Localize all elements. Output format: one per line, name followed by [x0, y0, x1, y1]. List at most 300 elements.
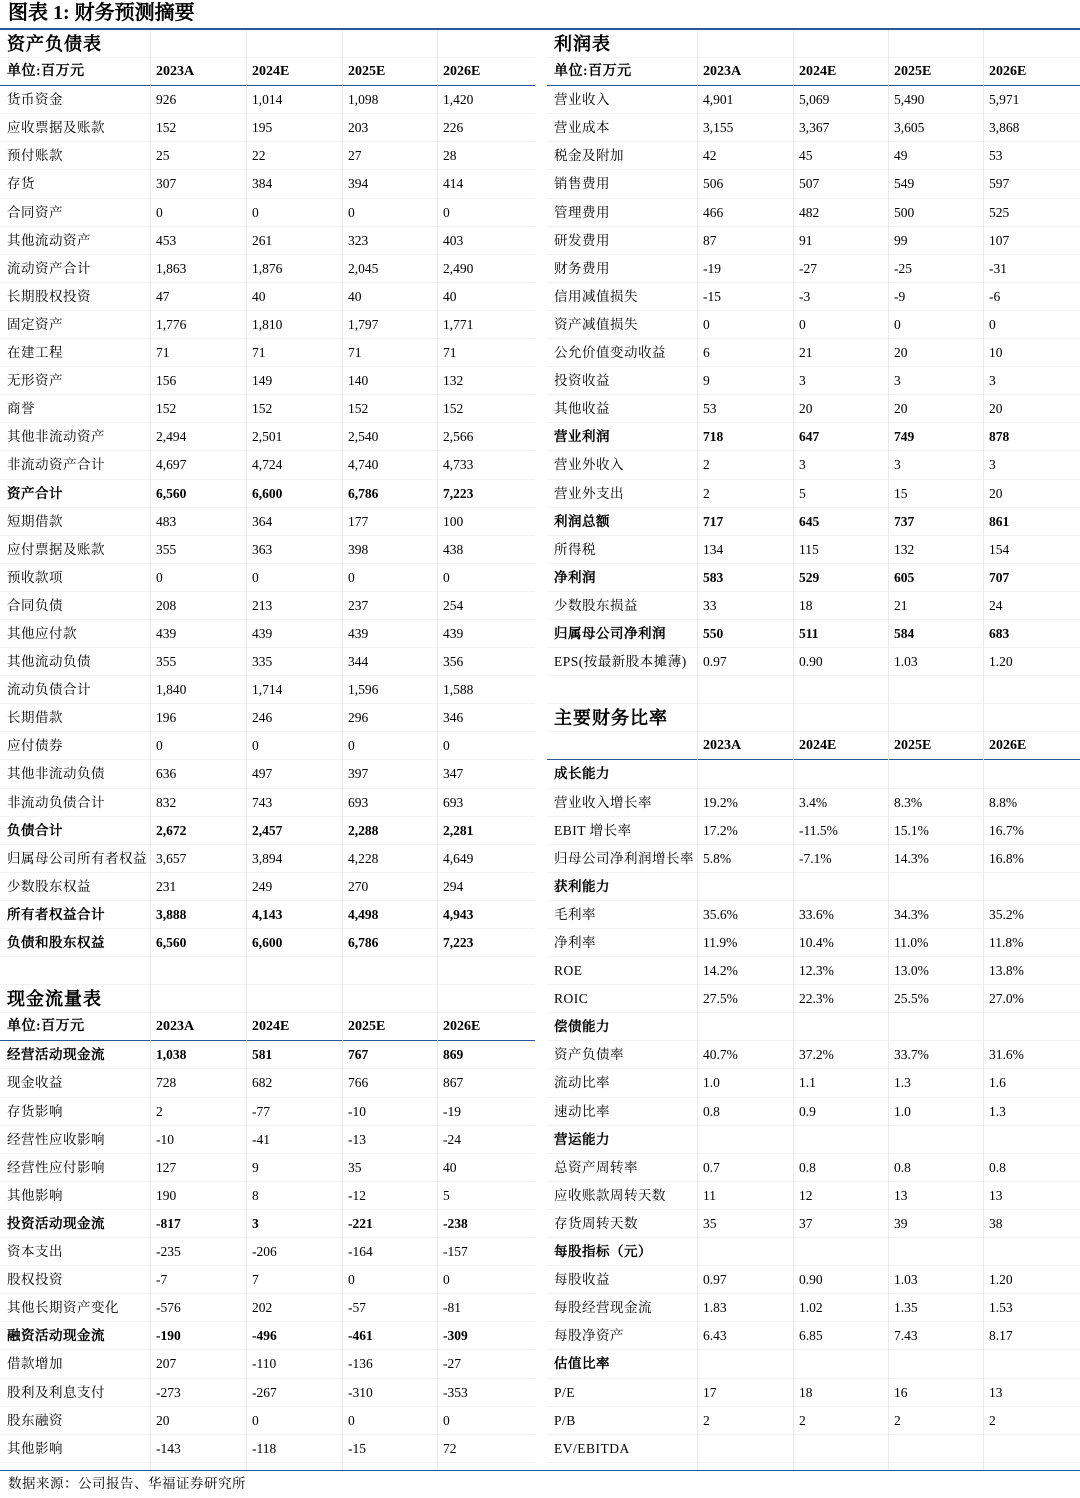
- table-row: [0, 873, 535, 901]
- value-cell: 766: [348, 1075, 369, 1091]
- value-cell: 2025E: [348, 1019, 386, 1035]
- value-cell: 707: [989, 569, 1010, 585]
- table-row: [547, 1322, 1080, 1350]
- right-panel: [547, 30, 1080, 1463]
- value-cell: 213: [252, 597, 273, 613]
- value-cell: 87: [703, 232, 717, 248]
- value-cell: 693: [443, 794, 464, 810]
- value-cell: -31: [989, 260, 1007, 276]
- value-cell: 231: [156, 878, 177, 894]
- row-label: 短期借款: [7, 513, 63, 529]
- source-note: 数据来源：公司报告、华福证券研究所: [8, 1476, 246, 1491]
- value-cell: 645: [799, 513, 820, 529]
- value-cell: 878: [989, 429, 1010, 445]
- value-cell: 246: [252, 710, 273, 726]
- table-row: [0, 283, 535, 311]
- row-label: 应收账款周转天数: [554, 1187, 666, 1203]
- value-cell: [697, 1435, 799, 1462]
- value-cell: 18: [799, 597, 813, 613]
- value-cell: 7.43: [894, 1328, 918, 1344]
- value-cell: 71: [156, 345, 170, 361]
- value-cell: 926: [156, 92, 177, 108]
- row-label: 资产减值损失: [554, 316, 638, 332]
- value-cell: -164: [348, 1244, 373, 1260]
- value-cell: 40: [252, 288, 266, 304]
- value-cell: 3,155: [703, 120, 734, 136]
- row-label: 所有者权益合计: [7, 906, 105, 922]
- value-cell: 202: [252, 1300, 273, 1316]
- row-label: 长期股权投资: [7, 288, 91, 304]
- value-cell: 1,098: [348, 92, 379, 108]
- table-row: [0, 1322, 535, 1350]
- value-cell: 270: [348, 878, 369, 894]
- value-cell: 7,223: [443, 935, 474, 950]
- table-row: [0, 255, 535, 283]
- row-label: 现金收益: [7, 1075, 63, 1091]
- value-cell: 13: [894, 1187, 908, 1203]
- value-cell: [888, 1435, 989, 1462]
- value-cell: 636: [156, 766, 177, 782]
- row-label: 少数股东权益: [7, 878, 91, 894]
- value-cell: 1.20: [989, 654, 1013, 670]
- value-cell: -190: [156, 1328, 181, 1344]
- value-cell: 208: [156, 597, 177, 613]
- value-cell: 2023A: [703, 64, 742, 80]
- value-cell: -221: [348, 1215, 373, 1231]
- table-row: [547, 508, 1080, 536]
- section-title: 资产负债表: [7, 34, 102, 54]
- left-panel: [0, 30, 535, 1463]
- table-row: [547, 929, 1080, 957]
- value-cell: 47: [156, 288, 170, 304]
- table-row: [0, 170, 535, 198]
- table-row: [0, 1069, 535, 1097]
- value-cell: -496: [252, 1328, 277, 1344]
- value-cell: 1.03: [894, 1272, 918, 1288]
- value-cell: 1.02: [799, 1300, 823, 1316]
- value-cell: 737: [894, 513, 915, 529]
- row-label: EBIT 增长率: [554, 822, 632, 838]
- value-cell: 6: [703, 345, 710, 361]
- value-cell: 5: [443, 1187, 450, 1203]
- value-cell: -817: [156, 1215, 181, 1231]
- row-label: P/E: [554, 1384, 576, 1400]
- value-cell: 140: [348, 373, 369, 389]
- table-row: [547, 114, 1080, 142]
- table-row: [0, 1182, 535, 1210]
- value-cell: 190: [156, 1187, 177, 1203]
- value-cell: 2,490: [443, 260, 474, 276]
- value-cell: 25.5%: [894, 991, 929, 1007]
- value-cell: 12: [799, 1187, 813, 1203]
- row-label: 股利及利息支付: [7, 1384, 105, 1400]
- value-cell: 0: [443, 1272, 450, 1288]
- row-label: 归属母公司净利润: [554, 625, 666, 641]
- row-label: ROIC: [554, 991, 589, 1007]
- table-row: [0, 901, 535, 929]
- table-row: [0, 1238, 535, 1266]
- row-label: 每股净资产: [554, 1328, 624, 1344]
- value-cell: 35: [703, 1215, 717, 1231]
- table-row: [547, 255, 1080, 283]
- value-cell: 2: [703, 485, 710, 501]
- value-cell: 3: [799, 373, 806, 389]
- value-cell: 33: [703, 597, 717, 613]
- value-cell: 1,038: [156, 1047, 187, 1063]
- value-cell: 39: [894, 1215, 908, 1231]
- table-row: [547, 1294, 1080, 1322]
- value-cell: -15: [703, 288, 721, 304]
- value-cell: 728: [156, 1075, 177, 1091]
- value-cell: 2024E: [799, 64, 837, 80]
- value-cell: 33.7%: [894, 1047, 929, 1063]
- row-label: 股权投资: [7, 1272, 63, 1288]
- value-cell: 3: [799, 457, 806, 473]
- section-title: 利润表: [554, 34, 611, 54]
- row-label: 少数股东损益: [554, 597, 638, 613]
- value-cell: 529: [799, 569, 820, 585]
- row-label: 营业利润: [554, 429, 610, 445]
- grid-line: [246, 30, 247, 1470]
- value-cell: 1.35: [894, 1300, 918, 1316]
- row-label: 长期借款: [7, 710, 63, 726]
- value-cell: 6,600: [252, 485, 283, 501]
- value-cell: 0: [156, 569, 163, 585]
- grid-line: [697, 30, 698, 1470]
- value-cell: 2: [894, 1412, 901, 1428]
- value-cell: -235: [156, 1244, 181, 1260]
- value-cell: 0.90: [799, 654, 823, 670]
- value-cell: 583: [703, 569, 724, 585]
- value-cell: 597: [989, 176, 1010, 192]
- value-cell: 0: [348, 204, 355, 220]
- value-cell: 3: [894, 373, 901, 389]
- row-label: 存货周转天数: [554, 1215, 638, 1231]
- bottom-rule: [0, 1470, 1080, 1471]
- table-row: [0, 451, 535, 479]
- value-cell: 355: [156, 541, 177, 557]
- row-label: P/B: [554, 1412, 576, 1428]
- value-cell: 203: [348, 120, 369, 136]
- value-cell: 8: [252, 1187, 259, 1203]
- value-cell: 2,501: [252, 429, 283, 445]
- column-header-row: [0, 58, 535, 86]
- value-cell: 0.8: [703, 1103, 720, 1119]
- table-row: [547, 985, 1080, 1013]
- value-cell: 581: [252, 1047, 273, 1063]
- row-label: 非流动负债合计: [7, 794, 105, 810]
- value-cell: 42: [703, 148, 717, 164]
- row-label: 单位:百万元: [7, 1019, 85, 1035]
- value-cell: 0: [703, 316, 710, 332]
- value-cell: -6: [989, 288, 1001, 304]
- value-cell: 1,810: [252, 316, 283, 332]
- value-cell: 2: [156, 1103, 163, 1119]
- value-cell: 6.85: [799, 1328, 823, 1344]
- value-cell: 237: [348, 597, 369, 613]
- value-cell: 3: [252, 1215, 259, 1231]
- row-label: 公允价值变动收益: [554, 345, 666, 361]
- row-label: 流动负债合计: [7, 682, 91, 698]
- value-cell: -10: [156, 1131, 174, 1147]
- table-row: [547, 648, 1080, 676]
- value-cell: 2: [989, 1412, 996, 1428]
- table-row: [0, 732, 535, 760]
- value-cell: 647: [799, 429, 820, 445]
- value-cell: 2: [703, 457, 710, 473]
- value-cell: 384: [252, 176, 273, 192]
- table-row: [0, 929, 535, 957]
- value-cell: 37.2%: [799, 1047, 834, 1063]
- value-cell: -273: [156, 1384, 181, 1400]
- row-label: 预收款项: [7, 569, 63, 585]
- row-label: EPS(按最新股本摊薄): [554, 654, 687, 670]
- value-cell: 6,560: [156, 935, 187, 950]
- value-cell: 3,868: [989, 120, 1020, 136]
- row-label: 应付票据及账款: [7, 541, 105, 557]
- row-label: 税金及附加: [554, 148, 624, 164]
- table-row: [0, 1407, 535, 1435]
- value-cell: 20: [894, 401, 908, 417]
- value-cell: 682: [252, 1075, 273, 1091]
- value-cell: 71: [348, 345, 362, 361]
- row-label: 合同资产: [7, 204, 63, 220]
- table-row: [0, 339, 535, 367]
- value-cell: -10: [348, 1103, 366, 1119]
- value-cell: -77: [252, 1103, 270, 1119]
- value-cell: 0.97: [703, 654, 727, 670]
- value-cell: 1,876: [252, 260, 283, 276]
- value-cell: 13.0%: [894, 963, 929, 979]
- table-row: [0, 760, 535, 788]
- row-label: 净利润: [554, 569, 596, 585]
- value-cell: 356: [443, 654, 464, 670]
- value-cell: -11.5%: [799, 822, 838, 838]
- value-cell: 2026E: [989, 738, 1027, 754]
- value-cell: 20: [989, 485, 1003, 501]
- value-cell: 0.8: [799, 1159, 816, 1175]
- table-row: [547, 451, 1080, 479]
- value-cell: -3: [799, 288, 811, 304]
- table-row: [0, 311, 535, 339]
- row-label: 其他影响: [7, 1187, 63, 1203]
- value-cell: -81: [443, 1300, 461, 1316]
- row-label: 财务费用: [554, 260, 610, 276]
- table-row: [0, 845, 535, 873]
- value-cell: 5,971: [989, 92, 1020, 108]
- value-cell: 1.0: [894, 1103, 911, 1119]
- value-cell: 1,840: [156, 682, 187, 698]
- table-row: [547, 957, 1080, 985]
- row-label: 营业收入增长率: [554, 794, 652, 810]
- value-cell: 28: [443, 148, 457, 164]
- row-label: 营业收入: [554, 92, 610, 108]
- value-cell: 14.2%: [703, 963, 738, 979]
- table-row: [547, 1379, 1080, 1407]
- value-cell: 1,771: [443, 316, 474, 332]
- row-label: 研发费用: [554, 232, 610, 248]
- value-cell: 549: [894, 176, 915, 192]
- row-label: 经营活动现金流: [7, 1047, 105, 1063]
- value-cell: 3,657: [156, 850, 187, 866]
- row-label: 所得税: [554, 541, 596, 557]
- value-cell: 149: [252, 373, 273, 389]
- value-cell: 0: [348, 569, 355, 585]
- spacer-row: [547, 676, 1080, 704]
- value-cell: 6,786: [348, 485, 379, 501]
- value-cell: 16.7%: [989, 822, 1024, 838]
- value-cell: 100: [443, 513, 464, 529]
- value-cell: 0: [252, 204, 259, 220]
- value-cell: 717: [703, 513, 724, 529]
- value-cell: 0.97: [703, 1272, 727, 1288]
- table-row: [547, 1210, 1080, 1238]
- value-cell: 397: [348, 766, 369, 782]
- row-label: 偿债能力: [554, 1019, 610, 1035]
- value-cell: 1,797: [348, 316, 379, 332]
- value-cell: 107: [989, 232, 1010, 248]
- value-cell: 2,045: [348, 260, 379, 276]
- value-cell: 156: [156, 373, 177, 389]
- value-cell: 483: [156, 513, 177, 529]
- value-cell: -15: [348, 1440, 366, 1456]
- table-row: [547, 564, 1080, 592]
- value-cell: 2026E: [443, 64, 481, 80]
- row-label: 利润总额: [554, 513, 610, 529]
- value-cell: -136: [348, 1356, 373, 1372]
- table-row: [0, 1266, 535, 1294]
- value-cell: 0.90: [799, 1272, 823, 1288]
- value-cell: 2024E: [252, 64, 290, 80]
- value-cell: 2: [703, 1412, 710, 1428]
- row-label: 销售费用: [554, 176, 610, 192]
- value-cell: 10: [989, 345, 1003, 361]
- row-label: 其他非流动资产: [7, 429, 105, 445]
- table-row: [0, 114, 535, 142]
- value-cell: 2,457: [252, 822, 283, 838]
- ratios-title: [547, 704, 1080, 732]
- row-label: 其他影响: [7, 1440, 63, 1456]
- value-cell: 1.53: [989, 1300, 1013, 1316]
- table-row: [547, 1266, 1080, 1294]
- value-cell: -41: [252, 1131, 270, 1147]
- value-cell: 35.6%: [703, 906, 738, 922]
- value-cell: -19: [443, 1103, 461, 1119]
- value-cell: 71: [443, 345, 457, 361]
- category-row: [547, 873, 1080, 901]
- value-cell: 152: [348, 401, 369, 417]
- value-cell: 152: [156, 401, 177, 417]
- value-cell: 6,786: [348, 935, 379, 950]
- grid-line: [888, 30, 889, 1470]
- value-cell: 152: [156, 120, 177, 136]
- value-cell: 500: [894, 204, 915, 220]
- table-row: [547, 227, 1080, 255]
- value-cell: 0: [348, 738, 355, 754]
- row-label: 固定资产: [7, 316, 63, 332]
- value-cell: 22.3%: [799, 991, 834, 1007]
- value-cell: 693: [348, 794, 369, 810]
- row-label: 每股收益: [554, 1272, 610, 1288]
- value-cell: 5.8%: [703, 850, 732, 866]
- table-row: [0, 1210, 535, 1238]
- value-cell: 35: [348, 1159, 362, 1175]
- value-cell: -24: [443, 1131, 461, 1147]
- value-cell: 34.3%: [894, 906, 929, 922]
- value-cell: [793, 1435, 894, 1462]
- value-cell: 525: [989, 204, 1010, 220]
- value-cell: 394: [348, 176, 369, 192]
- value-cell: 2023A: [703, 738, 742, 754]
- value-cell: 1.0: [703, 1075, 720, 1091]
- value-cell: 0: [156, 738, 163, 754]
- value-cell: 2026E: [989, 64, 1027, 80]
- value-cell: 398: [348, 541, 369, 557]
- value-cell: 7: [252, 1272, 259, 1288]
- value-cell: 0: [443, 569, 450, 585]
- column-header-row: [547, 58, 1080, 86]
- value-cell: 40: [443, 288, 457, 304]
- value-cell: 0: [252, 1412, 259, 1428]
- value-cell: 1.03: [894, 654, 918, 670]
- value-cell: 8.3%: [894, 794, 923, 810]
- table-row: [0, 227, 535, 255]
- value-cell: 49: [894, 148, 908, 164]
- value-cell: 20: [156, 1412, 170, 1428]
- value-cell: 2023A: [156, 1019, 195, 1035]
- value-cell: 439: [348, 625, 369, 641]
- figure-title: 图表 1: 财务预测摘要: [8, 2, 195, 24]
- value-cell: 346: [443, 710, 464, 726]
- value-cell: 11: [703, 1187, 716, 1203]
- value-cell: 0.8: [894, 1159, 911, 1175]
- value-cell: 506: [703, 176, 724, 192]
- value-cell: 37: [799, 1215, 813, 1231]
- value-cell: 2: [799, 1412, 806, 1428]
- value-cell: -118: [252, 1440, 277, 1456]
- value-cell: -25: [894, 260, 912, 276]
- section-title: 主要财务比率: [554, 708, 668, 729]
- value-cell: 0: [799, 316, 806, 332]
- grid-line: [793, 30, 794, 1470]
- row-label: 流动资产合计: [7, 260, 91, 276]
- table-row: [0, 480, 535, 508]
- value-cell: 53: [703, 401, 717, 417]
- table-row: [547, 423, 1080, 451]
- value-cell: 2,540: [348, 429, 379, 445]
- row-label: 获利能力: [554, 878, 610, 894]
- row-label: 营运能力: [554, 1131, 610, 1147]
- value-cell: 605: [894, 569, 915, 585]
- value-cell: -12: [348, 1187, 366, 1203]
- value-cell: 99: [894, 232, 908, 248]
- row-label: 负债和股东权益: [7, 935, 105, 950]
- value-cell: 21: [799, 345, 813, 361]
- table-row: [0, 1435, 535, 1463]
- value-cell: 226: [443, 120, 464, 136]
- value-cell: 1.1: [799, 1075, 816, 1091]
- row-label: 负债合计: [7, 822, 63, 838]
- value-cell: 40: [348, 288, 362, 304]
- row-label: 存货影响: [7, 1103, 63, 1119]
- table-row: [0, 395, 535, 423]
- value-cell: 584: [894, 625, 915, 641]
- value-cell: 869: [443, 1047, 464, 1063]
- value-cell: 2026E: [443, 1019, 481, 1035]
- value-cell: 1,420: [443, 92, 474, 108]
- value-cell: 2024E: [252, 1019, 290, 1035]
- value-cell: 3.4%: [799, 794, 828, 810]
